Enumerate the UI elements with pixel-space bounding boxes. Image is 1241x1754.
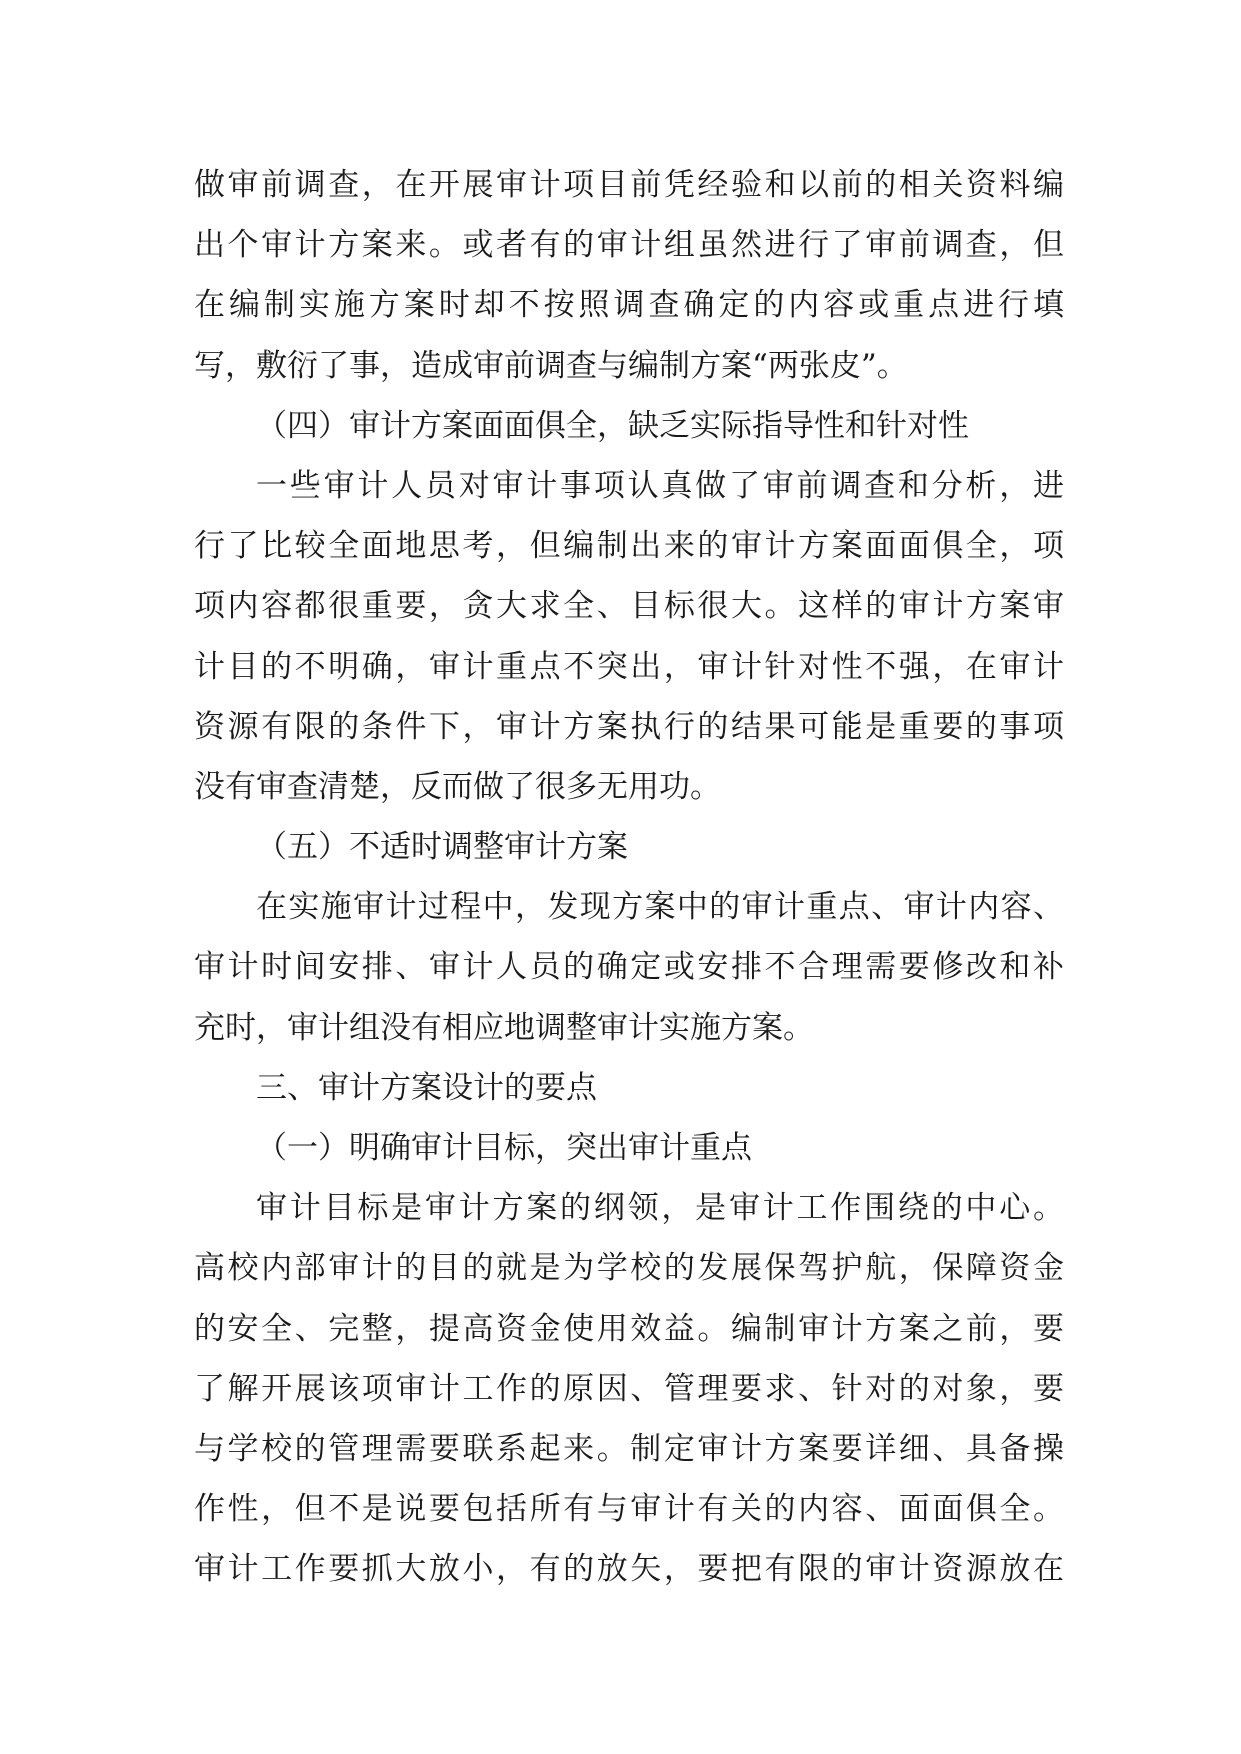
paragraph-line: 项内容都很重要，贪大求全、目标很大。这样的审计方案审 [194, 588, 1064, 625]
paragraph-line: 计目的不明确，审计重点不突出，审计针对性不强，在审计 [194, 648, 1064, 685]
paragraph-line: 与学校的管理需要联系起来。制定审计方案要详细、具备操 [194, 1430, 1064, 1467]
paragraph-line: 没有审查清楚，反而做了很多无用功。 [194, 768, 721, 805]
paragraph-line: 高校内部审计的目的就是为学校的发展保驾护航，保障资金 [194, 1250, 1064, 1287]
paragraph-line: 写，敷衍了事，造成审前调查与编制方案“两张皮”。 [194, 347, 908, 384]
paragraph-line: 资源有限的条件下，审计方案执行的结果可能是重要的事项 [194, 708, 1064, 745]
paragraph-line: 在实施审计过程中，发现方案中的审计重点、审计内容、 [256, 889, 1064, 926]
paragraph-line: 审计时间安排、审计人员的确定或安排不合理需要修改和补 [194, 949, 1064, 986]
section-heading: （四）审计方案面面俱全，缺乏实际指导性和针对性 [256, 407, 969, 444]
paragraph-line: 一些审计人员对审计事项认真做了审前调查和分析，进 [256, 467, 1064, 504]
paragraph-line: 了解开展该项审计工作的原因、管理要求、针对的对象，要 [194, 1370, 1064, 1407]
paragraph-line: 审计目标是审计方案的纲领，是审计工作围绕的中心。 [256, 1190, 1064, 1227]
section-heading: （一）明确审计目标，突出审计重点 [256, 1130, 752, 1166]
paragraph-line: 出个审计方案来。或者有的审计组虽然进行了审前调查，但 [194, 227, 1064, 264]
body-text [194, 155, 1064, 1600]
section-heading: （五）不适时调整审计方案 [256, 829, 628, 866]
chapter-heading: 三、审计方案设计的要点 [256, 1069, 597, 1106]
paragraph-line: 审计工作要抓大放小，有的放矢，要把有限的审计资源放在 [194, 1551, 1064, 1588]
paragraph-line: 作性，但不是说要包括所有与审计有关的内容、面面俱全。 [194, 1491, 1064, 1528]
paragraph-line: 在编制实施方案时却不按照调查确定的内容或重点进行填 [194, 287, 1064, 324]
paragraph-line: 行了比较全面地思考，但编制出来的审计方案面面俱全，项 [194, 528, 1064, 565]
paragraph-line: 做审前调查，在开展审计项目前凭经验和以前的相关资料编 [194, 167, 1064, 203]
paragraph-line: 的安全、完整，提高资金使用效益。编制审计方案之前，要 [194, 1310, 1064, 1347]
paragraph-line: 充时，审计组没有相应地调整审计实施方案。 [194, 1009, 814, 1046]
